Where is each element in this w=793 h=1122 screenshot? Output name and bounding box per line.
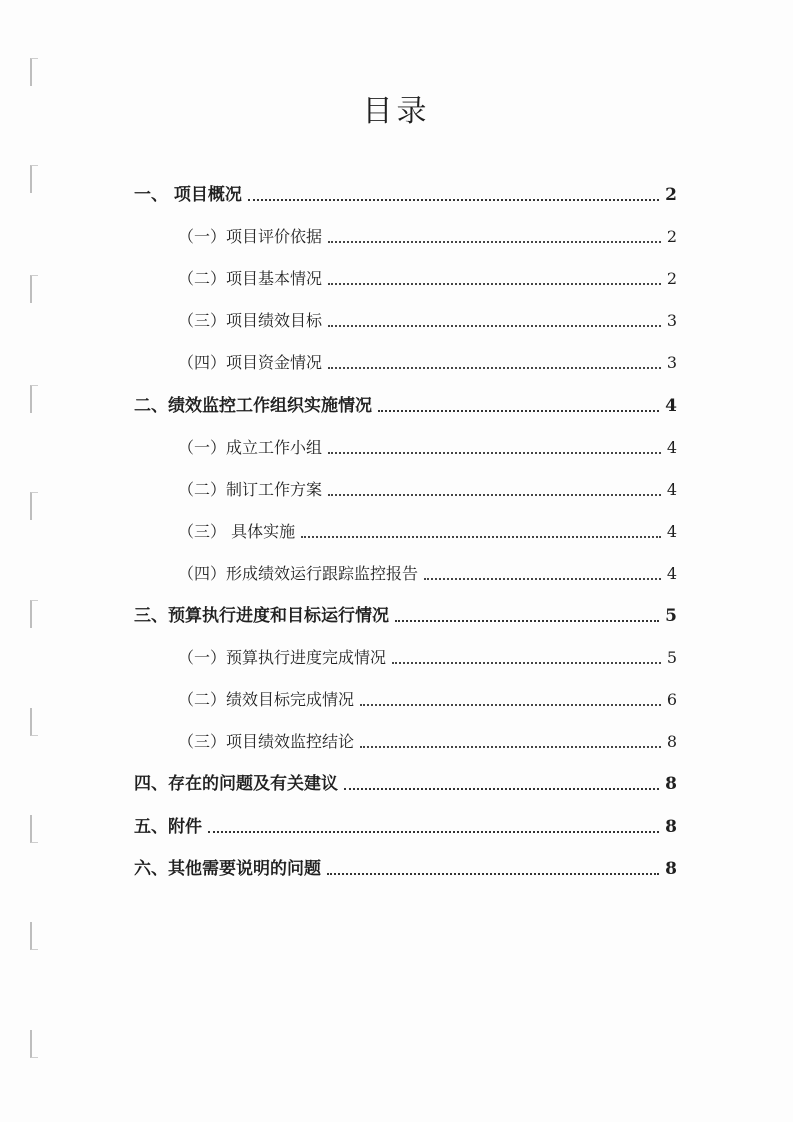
toc-page-number: 8: [665, 816, 677, 837]
toc-subsection-entry[interactable]: [134, 254, 677, 290]
toc-page-number: 4: [666, 563, 677, 583]
toc-page-number: 2: [666, 227, 677, 247]
toc-dot-leader: [344, 788, 659, 790]
toc-page-number: 3: [666, 311, 677, 331]
toc-subsection-entry[interactable]: [134, 423, 677, 459]
toc-entry-title: （三）项目绩效监控结论: [178, 732, 355, 752]
binding-mark: [30, 58, 38, 86]
toc-dot-leader: [208, 831, 659, 833]
toc-entry-title: 二、绩效监控工作组织实施情况: [134, 395, 372, 416]
toc-entry-title: 一、 项目概况: [134, 185, 242, 205]
binding-mark: [30, 385, 38, 413]
toc-page-number: 4: [665, 395, 677, 416]
toc-entry-title: （一）成立工作小组: [178, 437, 323, 457]
toc-page-number: 8: [665, 774, 677, 795]
toc-section-entry[interactable]: [134, 381, 677, 417]
toc-dot-leader: [327, 873, 659, 875]
binding-mark: [30, 922, 38, 950]
toc-subsection-entry[interactable]: [134, 675, 677, 711]
toc-dot-leader: [301, 536, 661, 538]
toc-page-number: 8: [666, 732, 677, 752]
toc-subsection-entry[interactable]: [134, 633, 677, 669]
toc-page-number: 8: [665, 858, 677, 879]
toc-dot-leader: [328, 283, 661, 285]
toc-entry-title: （二）项目基本情况: [178, 269, 323, 289]
toc-section-entry[interactable]: [134, 170, 677, 206]
toc-page-number: 4: [666, 521, 677, 541]
binding-mark: [30, 600, 38, 628]
toc-page-number: 2: [666, 269, 677, 289]
toc-dot-leader: [328, 241, 661, 243]
page-title: 目录: [362, 94, 431, 129]
toc-entry-title: （二）制订工作方案: [178, 479, 323, 499]
toc-entry-title: 三、预算执行进度和目标运行情况: [134, 606, 389, 626]
toc-dot-leader: [395, 620, 659, 622]
toc-entry-title: 五、附件: [134, 816, 202, 837]
toc-subsection-entry[interactable]: [134, 296, 677, 332]
toc-page-number: 3: [666, 353, 677, 373]
toc-dot-leader: [328, 325, 661, 327]
toc-page-number: 6: [666, 690, 677, 710]
toc-entry-title: （四）形成绩效运行跟踪监控报告: [178, 563, 419, 583]
binding-mark: [30, 275, 38, 303]
toc-dot-leader: [328, 367, 661, 369]
toc-page-number: 4: [666, 479, 677, 499]
toc-subsection-entry[interactable]: [134, 338, 677, 374]
toc-subsection-entry[interactable]: [134, 717, 677, 753]
binding-mark: [30, 165, 38, 193]
toc-dot-leader: [328, 452, 661, 454]
toc-subsection-entry[interactable]: [134, 507, 677, 543]
binding-mark: [30, 815, 38, 843]
binding-mark: [30, 708, 38, 736]
toc-dot-leader: [360, 746, 661, 748]
toc-entry-title: （四）项目资金情况: [178, 353, 323, 373]
toc-dot-leader: [360, 704, 661, 706]
toc-dot-leader: [424, 578, 661, 580]
toc-entry-title: 四、存在的问题及有关建议: [134, 774, 338, 795]
toc-section-entry[interactable]: [134, 759, 677, 795]
toc-subsection-entry[interactable]: [134, 465, 677, 501]
toc-section-entry[interactable]: [134, 802, 677, 838]
toc-entry-title: （三） 具体实施: [178, 521, 296, 541]
toc-subsection-entry[interactable]: [134, 212, 677, 248]
toc-page-number: 4: [666, 437, 677, 457]
toc-section-entry[interactable]: [134, 844, 677, 880]
toc-entry-title: （三）项目绩效目标: [178, 311, 323, 331]
toc-page-number: 2: [665, 185, 677, 205]
toc-dot-leader: [328, 494, 661, 496]
toc-page-number: 5: [665, 606, 677, 626]
toc-section-entry[interactable]: [134, 591, 677, 627]
toc-entry-title: （一）项目评价依据: [178, 227, 323, 247]
toc-dot-leader: [392, 662, 661, 664]
toc-entry-title: （一）预算执行进度完成情况: [178, 648, 387, 668]
toc-entry-title: 六、其他需要说明的问题: [134, 858, 321, 879]
toc-dot-leader: [248, 199, 659, 201]
binding-hole-marks: [24, 0, 44, 1122]
toc-dot-leader: [378, 410, 659, 412]
binding-mark: [30, 492, 38, 520]
toc-entry-title: （二）绩效目标完成情况: [178, 690, 355, 710]
binding-mark: [30, 1030, 38, 1058]
toc-page-number: 5: [666, 648, 677, 668]
toc-subsection-entry[interactable]: [134, 549, 677, 585]
